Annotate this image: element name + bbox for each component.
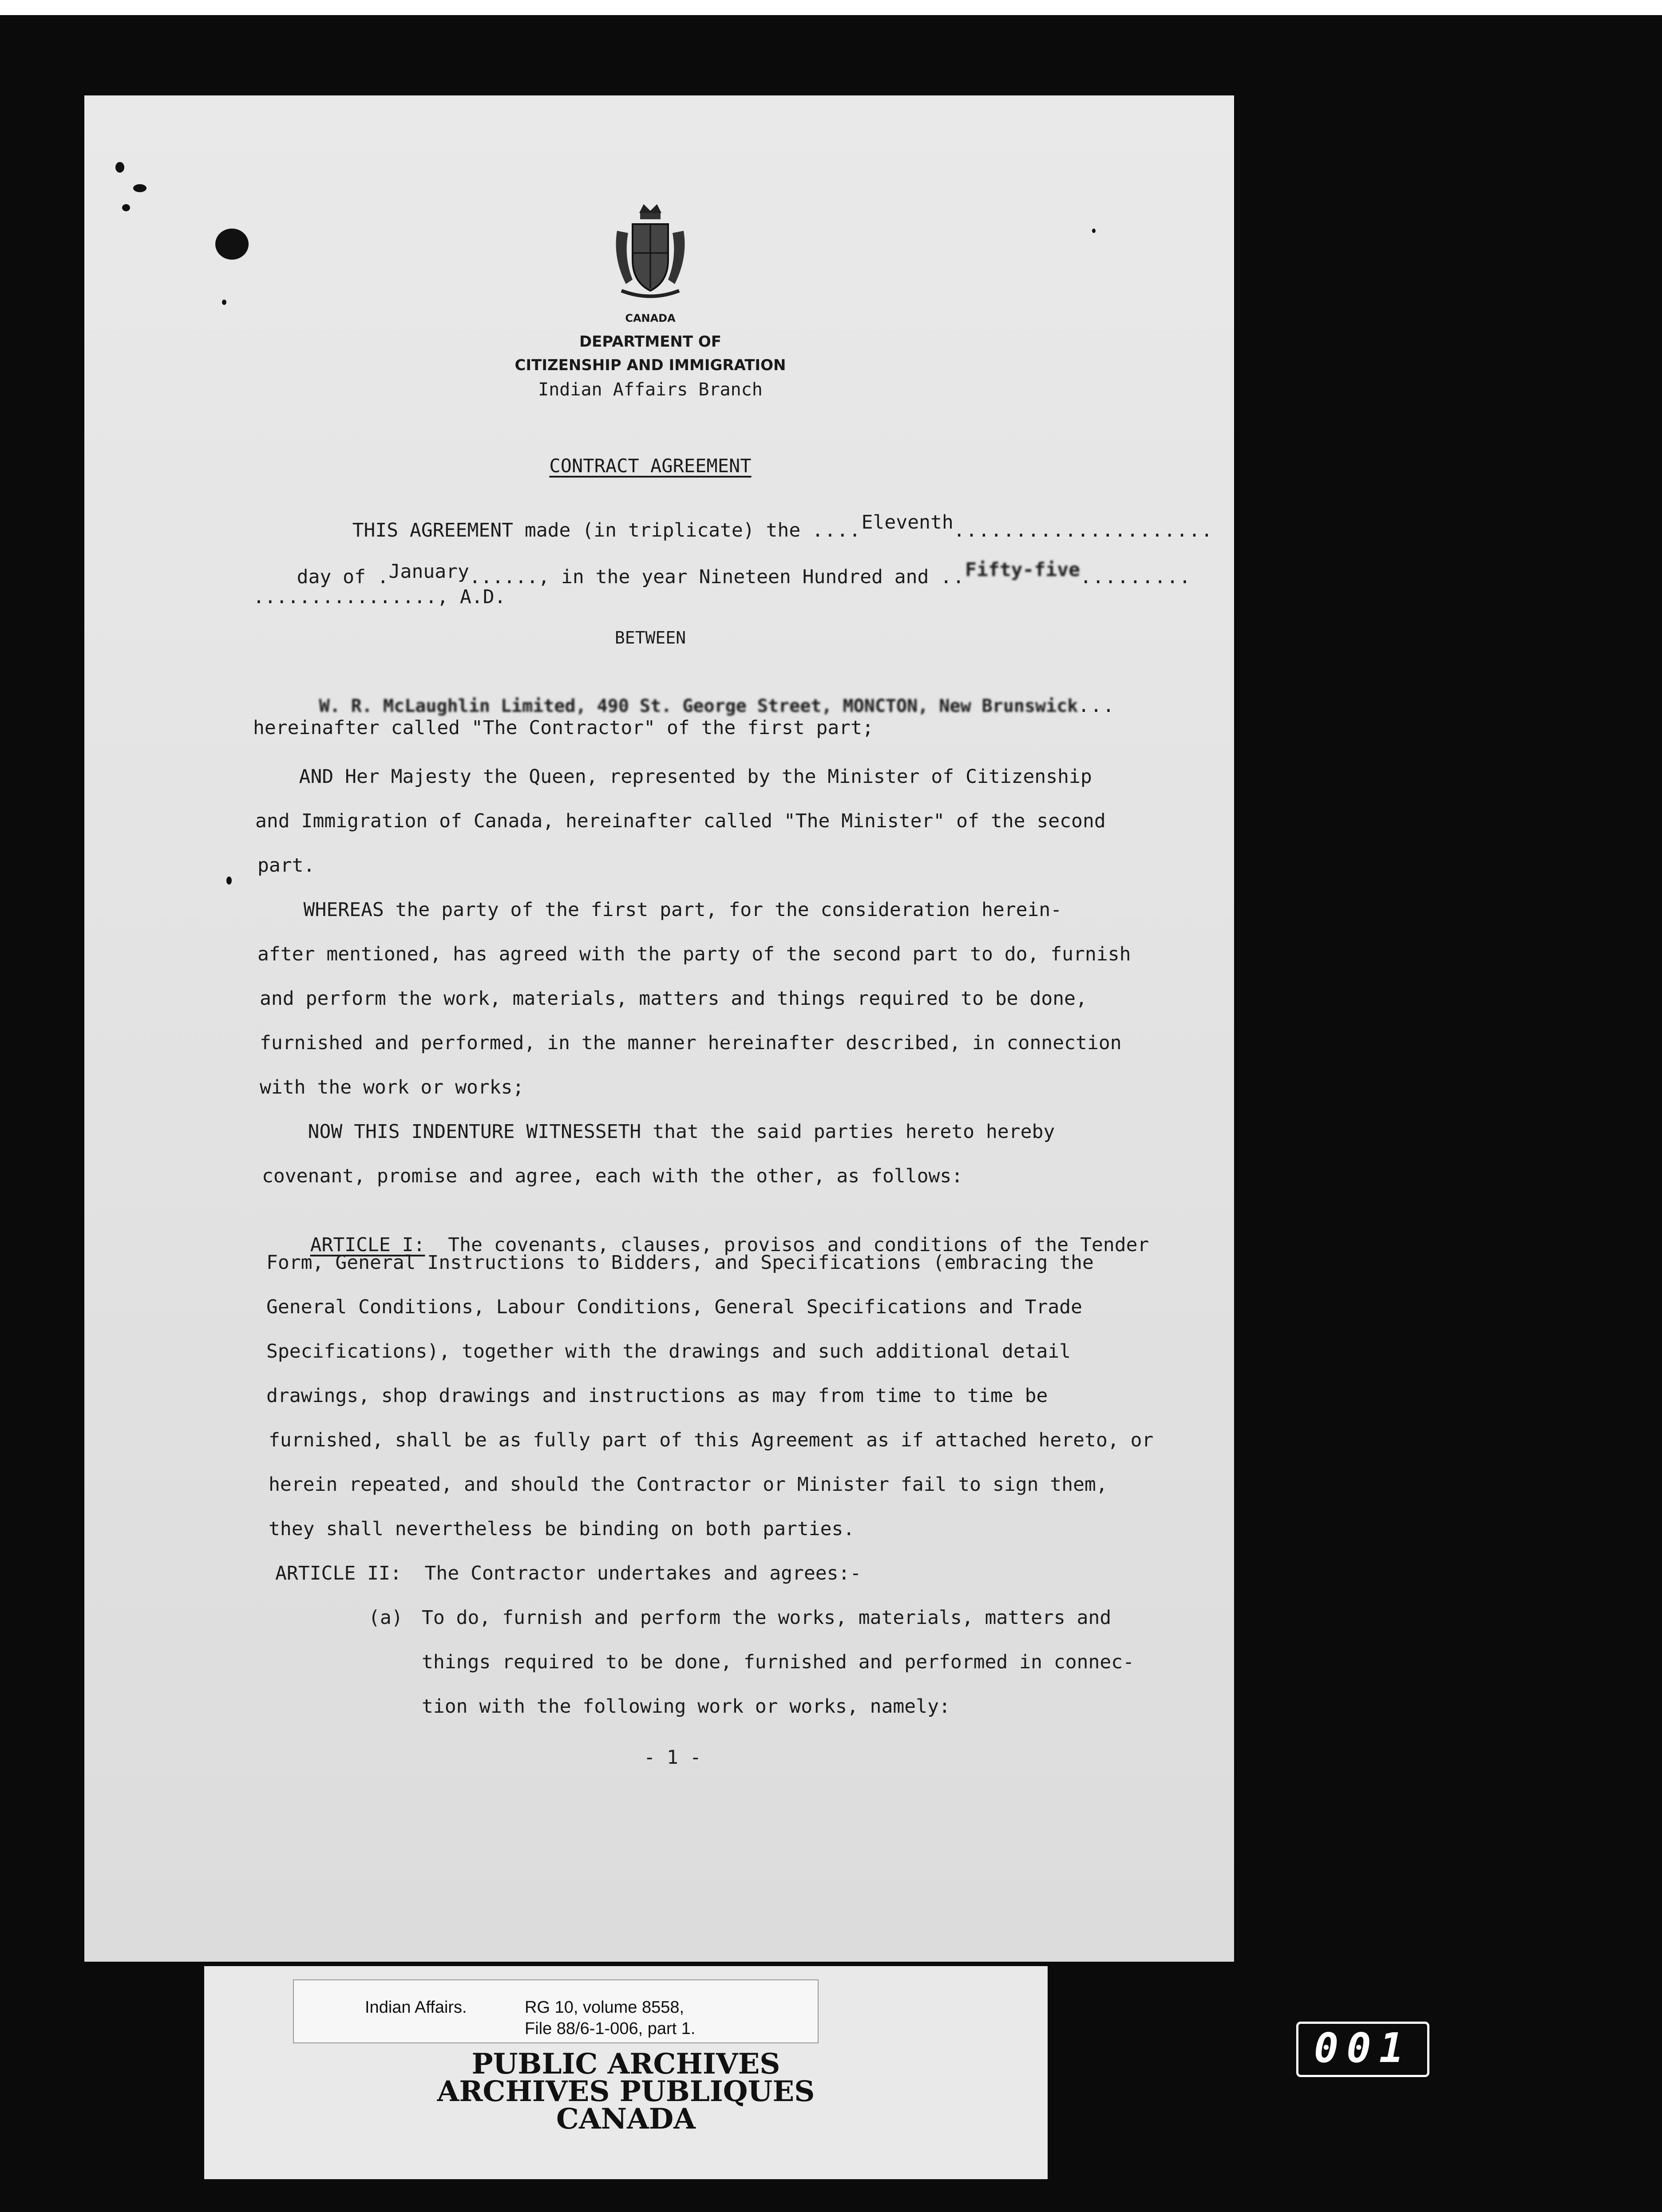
ink-speck bbox=[133, 184, 146, 192]
ink-speck bbox=[222, 300, 226, 305]
page-number: - 1 - bbox=[644, 1746, 701, 1769]
contractor-line: W. R. McLaughlin Limited, 490 St. George Street, MONCTON, New Brunswick... bbox=[319, 695, 1116, 717]
minister-para-line3: part. bbox=[257, 854, 315, 877]
article-1-line2: Form, General Instructions to Bidders, and Specifications (embracing the bbox=[266, 1252, 1094, 1274]
ink-speck bbox=[122, 204, 130, 211]
punch-hole bbox=[215, 229, 249, 260]
article-2a-line1: To do, furnish and perform the works, materials, matters and bbox=[422, 1607, 1112, 1629]
agreement-year-words: Fifty-five bbox=[965, 559, 1080, 581]
crest-caption: CANADA bbox=[625, 312, 676, 324]
agreement-day: Eleventh bbox=[861, 511, 954, 533]
whereas-line4: furnished and performed, in the manner hereinafter described, in connection bbox=[260, 1032, 1122, 1054]
archive-stamp-line1: PUBLIC ARCHIVES bbox=[471, 2047, 780, 2081]
minister-para-line2: and Immigration of Canada, hereinafter called "The Minister" of the second bbox=[255, 810, 1106, 832]
article-1-label: ARTICLE I: bbox=[310, 1234, 425, 1256]
ink-speck bbox=[115, 162, 124, 173]
department-line2: CITIZENSHIP AND IMMIGRATION bbox=[514, 356, 786, 374]
whereas-line2: after mentioned, has agreed with the party of the second part to do, furnish bbox=[257, 943, 1131, 965]
film-top-edge bbox=[0, 0, 1662, 15]
coat-of-arms-icon bbox=[608, 200, 692, 302]
article-1-line3: General Conditions, Labour Conditions, General Specifications and Trade bbox=[266, 1296, 1083, 1318]
article-1-line7: herein repeated, and should the Contractor or Minister fail to sign them, bbox=[269, 1473, 1108, 1496]
witnesseth-line2: covenant, promise and agree, each with the other, as follows: bbox=[262, 1165, 963, 1187]
whereas-line3: and perform the work, materials, matters and things required to be done, bbox=[260, 987, 1087, 1010]
contractor-designation: hereinafter called "The Contractor" of the first part; bbox=[253, 717, 874, 739]
article-2a-line2: things required to be done, furnished and performed in connec- bbox=[422, 1651, 1135, 1673]
frame-counter: 001 bbox=[1296, 2022, 1429, 2077]
article-2-line1: ARTICLE II: The Contractor undertakes and agrees:- bbox=[275, 1562, 862, 1584]
agreement-date-line: THIS AGREEMENT made (in triplicate) the ....Eleventh..................... bbox=[352, 511, 1214, 541]
ink-speck bbox=[1092, 229, 1096, 233]
contractor-name: W. R. McLaughlin Limited, 490 St. George Street, MONCTON, New Brunswick bbox=[319, 696, 1078, 716]
archive-stamp-line3: CANADA bbox=[556, 2102, 696, 2136]
whereas-line5: with the work or works; bbox=[260, 1076, 524, 1098]
article-2a-marker: (a) bbox=[368, 1607, 403, 1629]
archive-stamp-line2: ARCHIVES PUBLIQUES bbox=[437, 2075, 815, 2108]
archive-reference-line1: RG 10, volume 8558, bbox=[525, 1998, 685, 2017]
whereas-line1: WHEREAS the party of the first part, for the consideration herein- bbox=[257, 899, 1062, 921]
witnesseth-line1: NOW THIS INDENTURE WITNESSETH that the said parties hereto hereby bbox=[262, 1121, 1055, 1143]
collection-name: Indian Affairs. bbox=[365, 1998, 467, 2017]
article-2a-line3: tion with the following work or works, namely: bbox=[422, 1695, 950, 1718]
article-1-line1: ARTICLE I: The covenants, clauses, provisos and conditions of the Tender bbox=[310, 1234, 1149, 1256]
agreement-date-prefix: THIS AGREEMENT made (in triplicate) the bbox=[352, 519, 812, 541]
archive-reference-card bbox=[293, 1979, 819, 2043]
minister-para-line1: AND Her Majesty the Queen, represented by the Minister of Citizenship bbox=[253, 766, 1092, 788]
agreement-month-line: day of .January......, in the year Nineteen Hundred and ..Fifty-five......... bbox=[297, 559, 1191, 588]
agreement-ad-line: ................, A.D. bbox=[253, 586, 506, 608]
document-page bbox=[84, 95, 1234, 1962]
article-1-line8: they shall nevertheless be binding on both parties. bbox=[269, 1518, 855, 1540]
between-heading: BETWEEN bbox=[614, 628, 686, 648]
document-title: CONTRACT AGREEMENT bbox=[549, 455, 752, 477]
article-1-line4: Specifications), together with the drawings and such additional detail bbox=[266, 1340, 1071, 1363]
agreement-month: January bbox=[388, 561, 469, 583]
archive-reference-line2: File 88/6-1-006, part 1. bbox=[525, 2019, 696, 2038]
branch-name: Indian Affairs Branch bbox=[538, 379, 763, 400]
article-1-line6: furnished, shall be as fully part of this Agreement as if attached hereto, or bbox=[269, 1429, 1154, 1451]
department-line1: DEPARTMENT OF bbox=[579, 333, 722, 351]
article-1-line5: drawings, shop drawings and instructions as may from time to time be bbox=[266, 1385, 1048, 1407]
ink-speck bbox=[226, 877, 232, 885]
